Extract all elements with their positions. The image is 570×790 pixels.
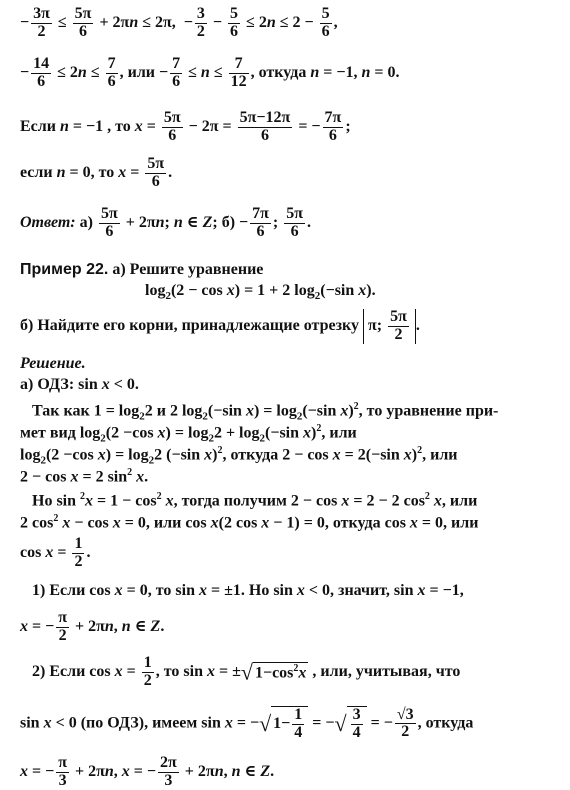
fraction: $\frac{3}{2}$ (196, 5, 205, 40)
odz-line: а) ОДЗ: sin x < 0. (20, 376, 139, 393)
fraction: $\frac{5}{6}$ (321, 5, 330, 40)
text-line-14: 2 − cos x = 2 $\sin^2 x$. (20, 467, 149, 486)
example-title: Пример 22. (20, 261, 109, 278)
fraction: $\frac{7}{6}$ (172, 55, 181, 90)
case-n-0: если n = 0, то x = $\frac{5\pi}{6}$ . (20, 155, 173, 190)
solution-heading: Решение. (20, 355, 86, 372)
fraction: $\frac{1}{2}$ (143, 654, 152, 689)
segment-bracket: π; $\frac{5\pi}{2}$ (363, 309, 416, 344)
case-n-minus-1: Если n = −1 , то x = $\frac{5\pi}{6}$ − 2π = $\frac{5\pi-12\pi}{6}$ = − $\frac{7\pi}{6}$ ; (20, 109, 351, 144)
example-task-a: а) Решите уравнение (108, 261, 264, 278)
text-line-15: Но $\sin ^2x = 1 - \cos^2 x$, тогда получим 2 − cos x = 2 − 2 $\cos^2 x$, или (32, 491, 478, 510)
fraction: $\frac{5\pi}{6}$ (147, 155, 165, 190)
text-line-17: cos x = $\frac{1}{2}$ . (20, 535, 91, 570)
inequality-line-2: − $\frac{14}{6}$ ≤ 2n ≤ $\frac{7}{6}$ , или − $\frac{7}{6}$ ≤ n ≤ $\frac{7}{12}$ , откуда n = −1, n = 0. (20, 55, 400, 90)
case-1-line: 1) Если cos x = 0, то sin x = ±1. Но sin x < 0, значит, sin x = −1, (32, 582, 464, 599)
fraction: $\frac{√3}{2}$ (396, 705, 414, 741)
text-line-16: 2 $\cos^2 x - \cos x = 0$, или cos x(2 cos x − 1) = 0, откуда cos x = 0, или (20, 513, 479, 532)
equation: $\log_2(2 - \cos x) = 1 + 2$ $\log_2(-\sin$ x). (145, 282, 376, 303)
fraction: $\frac{7\pi}{6}$ (324, 109, 342, 144)
sqrt: $1-\cos^2x$ (254, 663, 307, 682)
fraction: $\frac{5\pi-12\pi}{6}$ (239, 109, 291, 144)
fraction: $\frac{1}{2}$ (74, 535, 83, 570)
fraction: $\frac{14}{6}$ (33, 55, 50, 90)
case-2-derivation: sin x < 0 (по ОДЗ), имеем sin x = −√ 1− $\frac{1}{4}$ = −√ $\frac{3}{4}$ = − $\frac{√3}{2}$ , откуда (20, 705, 474, 741)
text-line-13: $\log_2(2 -\cos$ $x) = \log_22$ (−sin x)$^2$, откуда 2 − cos x = 2(−sin x)$^2$, или (20, 445, 458, 467)
fraction: $\frac{\pi}{3}$ (58, 754, 67, 789)
fraction: $\frac{5\pi}{2}$ (390, 308, 407, 343)
case-2-line: 2) Если cos x = $\frac{1}{2}$ , то sin x = ±√ $1-\cos^2x$ , или, учитывая, что (32, 654, 461, 689)
fraction: $\frac{5\pi}{6}$ (286, 205, 304, 240)
inequality-line-1: − $\frac{3\pi}{2}$ ≤ $\frac{5\pi}{6}$ + 2πn ≤ 2π, − $\frac{3}{2}$ − $\frac{5}{6}$ ≤ 2n ≤ 2 − $\frac{5}{6}$ , (20, 5, 338, 40)
fraction: $\frac{3}{4}$ (352, 706, 361, 741)
fraction: $\frac{5}{6}$ (230, 5, 239, 40)
text-line-12: мет вид $\log_2(2 -\cos$ $x) = \log_22 + \log_2(-\sin$ x)$^2$, или (20, 423, 357, 445)
sqrt: 1− $\frac{1}{4}$ (271, 706, 308, 742)
case-2-result: x = − $\frac{\pi}{3}$ + 2πn, x = − $\frac{2\pi}{3}$ + 2πn, n ∈ Z. (20, 754, 275, 789)
text-line-11: Так как $1 = \log_22$ и 2 $\log_2(-\sin$ $x) = \log_2(-\sin$ x)$^2$, то уравнение при- (32, 401, 499, 423)
fraction: $\frac{7}{12}$ (230, 55, 247, 90)
fraction: $\frac{3\pi}{2}$ (33, 5, 50, 40)
task-b: б) Найдите его корни, принадлежащие отрезку π; $\frac{5\pi}{2}$ . (20, 308, 420, 343)
fraction: $\frac{\pi}{2}$ (58, 609, 67, 644)
example-heading (20, 260, 570, 280)
fraction: $\frac{7}{6}$ (107, 55, 116, 90)
fraction: $\frac{5\pi}{6}$ (163, 109, 181, 144)
sqrt (347, 706, 367, 742)
case-1-result: x = − $\frac{\pi}{2}$ + 2πn, n ∈ Z. (20, 609, 165, 644)
fraction: $\frac{1}{4}$ (294, 706, 303, 741)
fraction: $\frac{5\pi}{6}$ (100, 205, 118, 240)
fraction: $\frac{5\pi}{6}$ (74, 5, 92, 40)
answer-line: Ответ: а) $\frac{5\pi}{6}$ + 2πn; n ∈ Z; б) − $\frac{7\pi}{6}$ ; $\frac{5\pi}{6}$ . (20, 205, 312, 240)
fraction: $\frac{7\pi}{6}$ (252, 205, 269, 240)
fraction: $\frac{2\pi}{3}$ (160, 754, 177, 789)
